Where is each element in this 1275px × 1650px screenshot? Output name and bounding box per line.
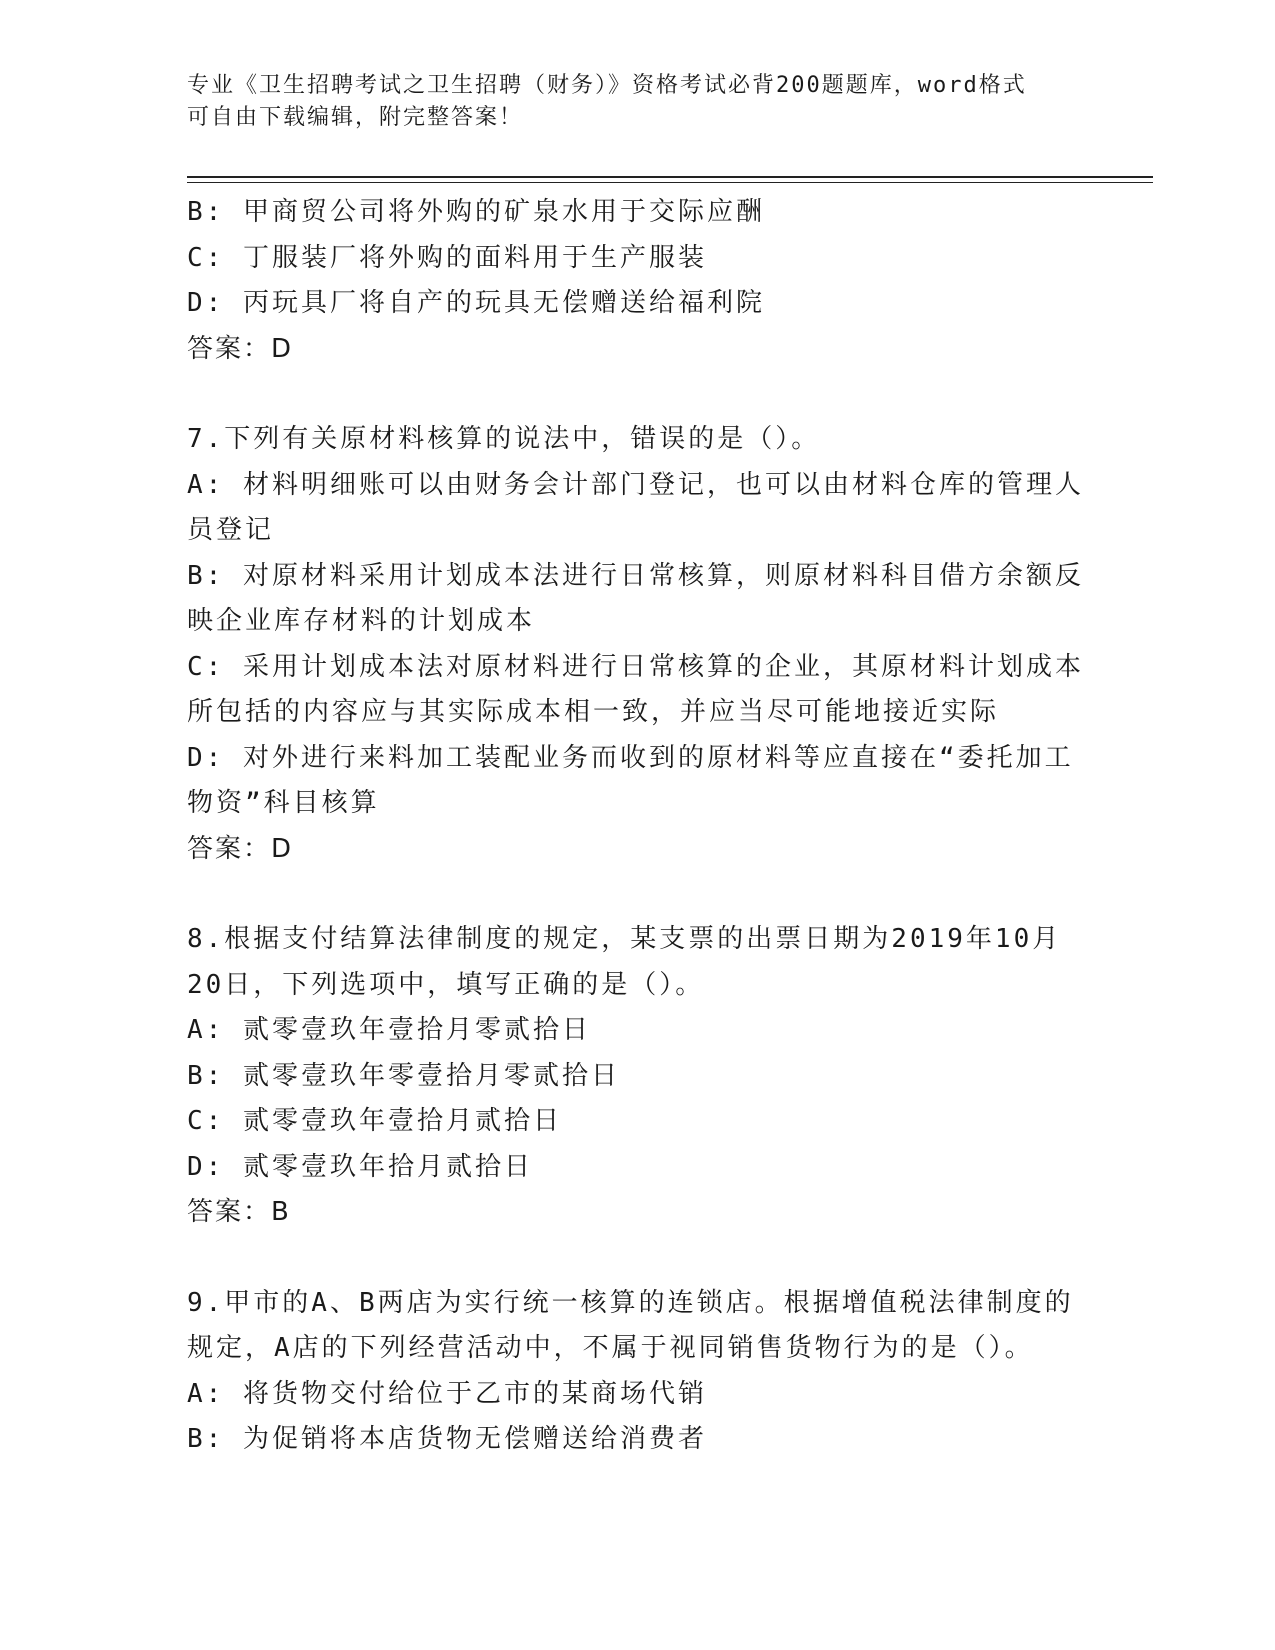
option-a-line-2: 员登记	[187, 515, 275, 545]
spacer	[187, 1236, 1087, 1281]
question-stem: 7.下列有关原材料核算的说法中，错误的是（）。	[187, 424, 821, 454]
page-header	[187, 70, 1087, 134]
spacer	[187, 372, 1087, 417]
option-d-line-2: 物资”科目核算	[187, 788, 380, 818]
option-c-line-1: C: 采用计划成本法对原材料进行日常核算的企业，其原材料计划成本	[187, 651, 1084, 682]
option-c-line-2: 所包括的内容应与其实际成本相一致，并应当尽可能地接近实际	[187, 697, 1000, 727]
answer: 答案：D	[187, 333, 294, 364]
answer: 答案：B	[187, 1197, 291, 1227]
question-6	[187, 190, 1087, 372]
option-b: B: 为促销将本店货物无偿赠送给消费者	[187, 1424, 707, 1454]
question-content	[187, 190, 1087, 1463]
question-7	[187, 417, 1087, 872]
header-line-1: 专业《卫生招聘考试之卫生招聘（财务）》资格考试必背200题题库，word格式	[187, 73, 1027, 98]
question-stem-line-1: 9.甲市的A、B两店为实行统一核算的连锁店。根据增值税法律制度的	[187, 1287, 1074, 1318]
option-a: A: 将货物交付给位于乙市的某商场代销	[187, 1378, 707, 1409]
option-d-line-1: D: 对外进行来料加工装配业务而收到的原材料等应直接在“委托加工	[187, 742, 1074, 773]
question-9	[187, 1281, 1087, 1463]
answer: 答案：D	[187, 833, 294, 864]
option-c: C: 贰零壹玖年壹拾月贰拾日	[187, 1106, 562, 1136]
question-8	[187, 917, 1087, 1236]
option-b-line-2: 映企业库存材料的计划成本	[187, 606, 536, 636]
option-b: B: 贰零壹玖年零壹拾月零贰拾日	[187, 1060, 620, 1091]
header-line-2: 可自由下载编辑，附完整答案！	[187, 105, 524, 130]
option-b-line-1: B: 对原材料采用计划成本法进行日常核算，则原材料科目借方余额反	[187, 560, 1084, 591]
header-divider-thin	[187, 182, 1153, 183]
option-d: D: 贰零壹玖年拾月贰拾日	[187, 1151, 533, 1182]
question-stem-line-2: 20日，下列选项中，填写正确的是（）。	[187, 969, 705, 1000]
question-stem-line-1: 8.根据支付结算法律制度的规定，某支票的出票日期为2019年10月	[187, 924, 1062, 954]
header-divider	[187, 176, 1153, 178]
question-stem-line-2: 规定，A店的下列经营活动中，不属于视同销售货物行为的是（）。	[187, 1333, 1034, 1363]
option-b: B: 甲商贸公司将外购的矿泉水用于交际应酬	[187, 197, 765, 227]
option-c: C: 丁服装厂将外购的面料用于生产服装	[187, 242, 707, 273]
spacer	[187, 872, 1087, 917]
option-a-line-1: A: 材料明细账可以由财务会计部门登记，也可以由材料仓库的管理人	[187, 469, 1084, 500]
option-d: D: 丙玩具厂将自产的玩具无偿赠送给福利院	[187, 288, 765, 318]
option-a: A: 贰零壹玖年壹拾月零贰拾日	[187, 1015, 591, 1045]
